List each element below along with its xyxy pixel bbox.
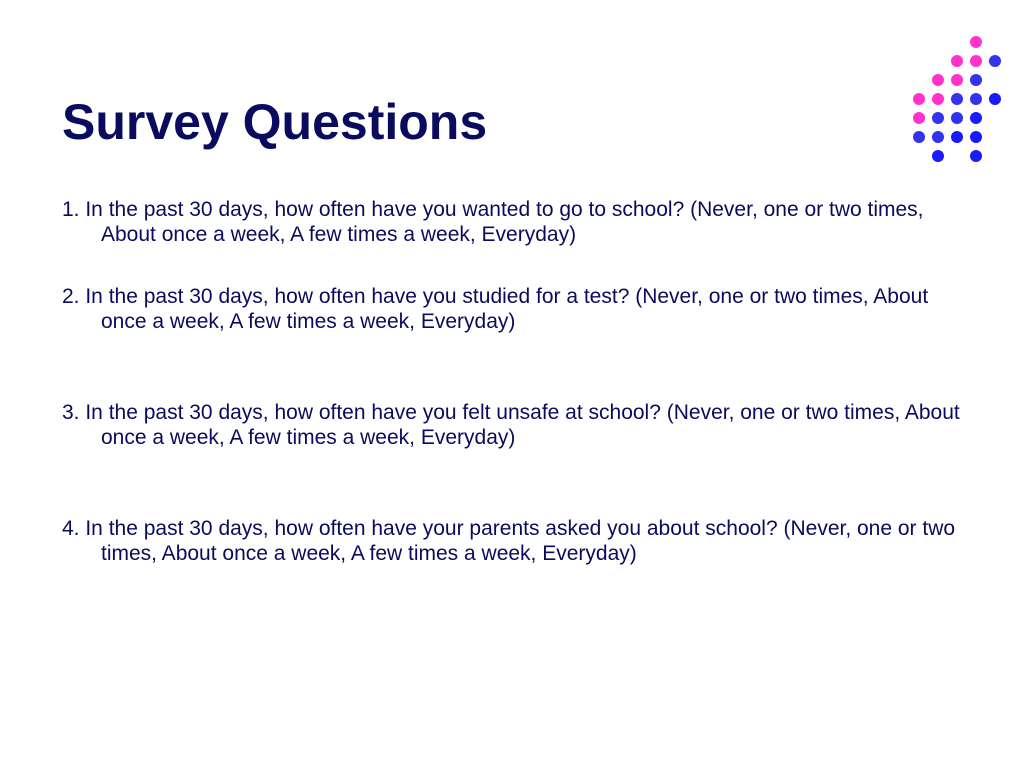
decor-dot [970,112,982,124]
survey-question-1: 1. In the past 30 days, how often have you wanted to go to school? (Never, one or two times, About once a week, A few times a week, Everyday) [62,198,924,246]
decor-dot [932,131,944,143]
decor-dot [970,55,982,67]
slide-title: Survey Questions [62,94,488,150]
decor-dot [913,131,925,143]
decor-dot [970,131,982,143]
decor-dot [932,74,944,86]
decor-dot [932,112,944,124]
dot-grid-decoration [900,30,1010,170]
decor-dot [951,74,963,86]
decor-dot [989,93,1001,105]
decor-dot [932,93,944,105]
decor-dot [970,74,982,86]
decor-dot [951,93,963,105]
decor-dot [970,150,982,162]
decor-dot [913,93,925,105]
decor-dot [970,93,982,105]
decor-dot [951,112,963,124]
decor-dot [970,36,982,48]
survey-question-3: 3. In the past 30 days, how often have you felt unsafe at school? (Never, one or two times, About once a week, A few times a week, Everyday) [62,401,960,449]
survey-question-4: 4. In the past 30 days, how often have your parents asked you about school? (Never, one or two times, About once a week, A few times a week, Everyday) [62,517,956,565]
decor-dot [932,150,944,162]
decor-dot [913,112,925,124]
survey-question-2: 2. In the past 30 days, how often have you studied for a test? (Never, one or two times, About once a week, A few times a week, Everyday) [62,285,929,333]
decor-dot [989,55,1001,67]
decor-dot [951,131,963,143]
decor-dot [951,55,963,67]
